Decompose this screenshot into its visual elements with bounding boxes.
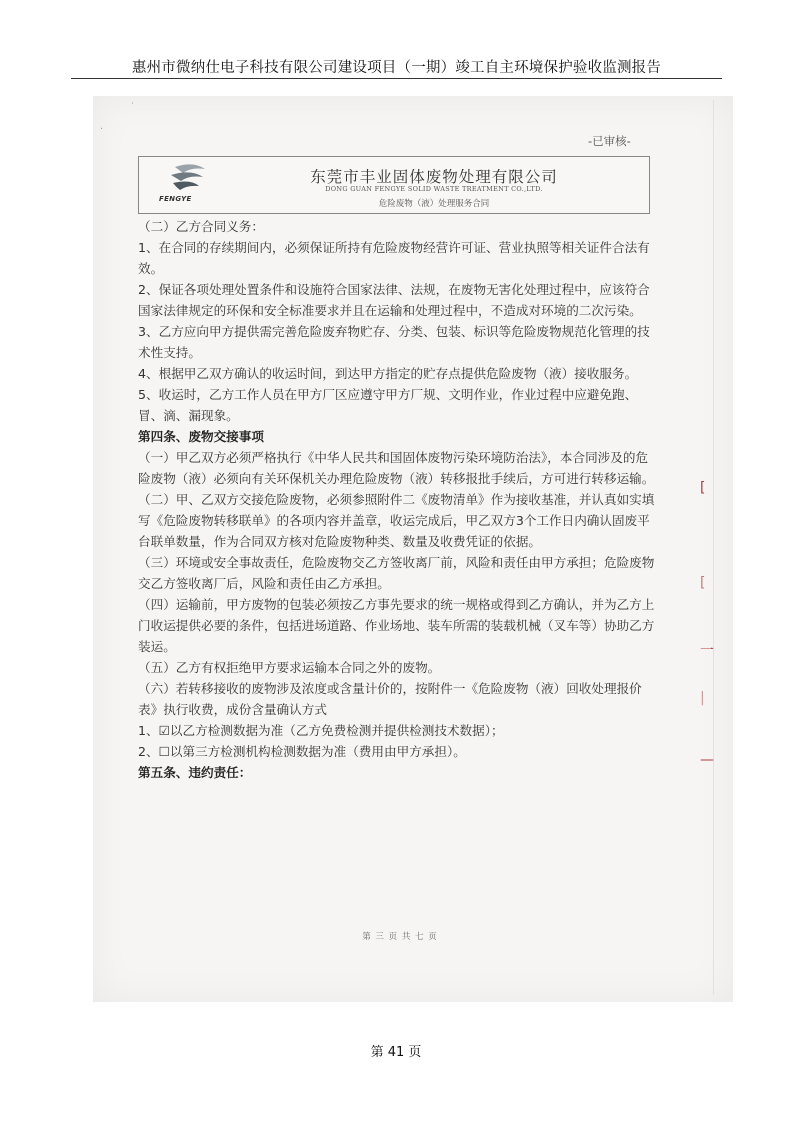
seal-fragment: — — [700, 752, 714, 768]
inner-page-footer: 第 三 页 共 七 页 — [362, 932, 438, 942]
company-name-en: DONG GUAN FENGYE SOLID WASTE TREATMENT CO.,LTD. — [325, 185, 543, 193]
seal-fragment: [ — [700, 480, 706, 496]
contract-paragraph-line: 3、乙方应向甲方提供需完善危险废弃物贮存、分类、包装、标识等危险废物规范化管理的技 — [138, 324, 650, 339]
contract-paragraph-line: 4、根据甲乙双方确认的收运时间，到达甲方指定的贮存点提供危险废物（液）接收服务。 — [138, 366, 638, 381]
seal-fragment: [ — [700, 575, 706, 591]
contract-paragraph-line: 1、☑以乙方检测数据为准（乙方免费检测并提供检测技术数据）； — [138, 723, 504, 738]
contract-paragraph-line: 效。 — [138, 261, 164, 276]
contract-paragraph-line: 台联单数量，作为合同双方核对危险废物种类、数量及收费凭证的依据。 — [138, 534, 541, 549]
contract-body — [138, 216, 655, 783]
contract-paragraph-line: （一）甲乙双方必须严格执行《中华人民共和国固体废物污染环境防治法》，本合同涉及的危 — [138, 450, 649, 465]
contract-paragraph-line: 门收运提供必要的条件，包括进场道路、作业场地、装车所需的装载机械（叉车等）协助乙方 — [138, 618, 655, 633]
contract-paragraph-line: 2、☐以第三方检测机构检测数据为准（费用由甲方承担）。 — [138, 744, 466, 759]
company-name-cn: 东莞市丰业固体废物处理有限公司 — [310, 168, 558, 186]
seal-fragment: 一 — [700, 643, 714, 659]
header-divider — [71, 78, 722, 79]
margin-speck: · — [100, 124, 104, 135]
contract-paragraph-line: 交乙方签收离厂后，风险和责任由乙方承担。 — [138, 576, 390, 591]
logo-text: FENGYE — [159, 195, 192, 203]
contract-subtitle: 危险废物（液）处理服务合同 — [378, 199, 490, 209]
section-heading: 第五条、违约责任： — [138, 765, 252, 780]
contract-paragraph-line: （三）环境或安全事故责任，危险废物交乙方签收离厂前，风险和责任由甲方承担；危险废物 — [138, 555, 655, 570]
reviewed-stamp: -已审核- — [588, 134, 631, 148]
page-number: 第 41 页 — [370, 1045, 422, 1060]
contract-paragraph-line: 冒、滴、漏现象。 — [138, 408, 239, 423]
contract-paragraph-line: 险废物（液）必须向有关环保机关办理危险废物（液）转移报批手续后，方可进行转移运输。 — [138, 471, 655, 486]
contract-paragraph-line: （四）运输前，甲方废物的包装必须按乙方事先要求的统一规格或得到乙方确认，并为乙方上 — [138, 597, 655, 612]
contract-paragraph-line: （二）乙方合同义务： — [138, 219, 264, 234]
seal-fragment: | — [700, 690, 705, 706]
contract-paragraph-line: 2、保证各项处理处置条件和设施符合国家法律、法规，在废物无害化处理过程中，应该符合 — [138, 282, 650, 297]
contract-paragraph-line: 表》执行收费，成份含量确认方式 — [138, 702, 327, 717]
contract-paragraph-line: （五）乙方有权拒绝甲方要求运输本合同之外的废物。 — [138, 660, 441, 675]
contract-paragraph-line: 5、收运时，乙方工作人员在甲方厂区应遵守甲方厂规、文明作业，作业过程中应避免跑、 — [138, 387, 638, 402]
contract-paragraph-line: 装运。 — [138, 639, 176, 654]
contract-paragraph-line: 国家法律规定的环保和安全标准要求并且在运输和处理过程中，不造成对环境的二次污染。 — [138, 303, 642, 318]
contract-paragraph-line: （六）若转移接收的废物涉及浓度或含量计价的，按附件一《危险废物（液）回收处理报价 — [138, 681, 642, 696]
contract-paragraph-line: 写《危险废物转移联单》的各项内容并盖章，收运完成后，甲乙双方3个工作日内确认固废平 — [138, 513, 650, 528]
scan-edge-line — [713, 100, 714, 995]
page-header: 惠州市微纳仕电子科技有限公司建设项目（一期）竣工自主环境保护验收监测报告 — [131, 60, 662, 76]
margin-speck: ˙ — [130, 102, 135, 113]
contract-paragraph-line: （二）甲、乙双方交接危险废物，必须参照附件二《废物清单》作为接收基准，并认真如实填 — [138, 492, 655, 507]
contract-paragraph-line: 1、在合同的存续期间内，必须保证所持有危险废物经营许可证、营业执照等相关证件合法有 — [138, 240, 650, 255]
contract-paragraph-line: 术性支持。 — [138, 345, 201, 360]
section-heading: 第四条、废物交接事项 — [138, 429, 264, 444]
letterhead — [138, 156, 650, 214]
